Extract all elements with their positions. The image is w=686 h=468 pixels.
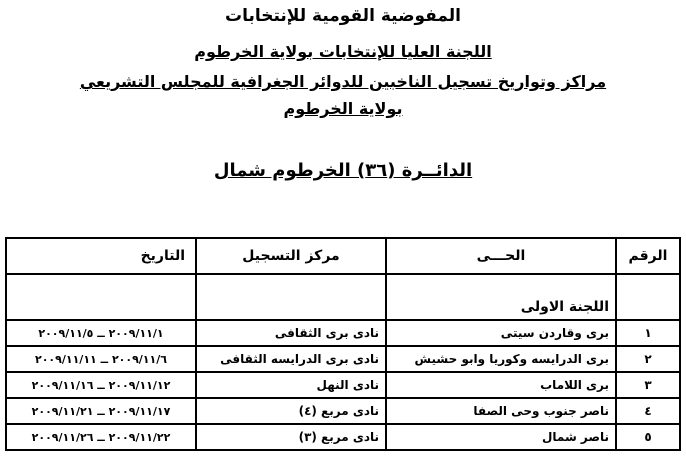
district-heading: الدائــرة (٣٦) الخرطوم شمال <box>213 160 473 181</box>
row-center: نادى مربع (٣) <box>196 424 386 450</box>
row-date: ٢٠٠٩/١١/١ ــ ٢٠٠٩/١١/٥ <box>6 320 196 346</box>
row-date: ٢٠٠٩/١١/٢٢ ــ ٢٠٠٩/١١/٢٦ <box>6 424 196 450</box>
row-neighborhood: برى اللاماب <box>386 372 616 398</box>
committee-row <box>6 274 680 320</box>
header-number: الرقم <box>616 238 680 274</box>
committee-label: اللجنة الاولى <box>386 274 616 320</box>
row-center: نادى مربع (٤) <box>196 398 386 424</box>
committee-date-cell <box>6 274 196 320</box>
row-date: ٢٠٠٩/١١/١٧ ــ ٢٠٠٩/١١/٢١ <box>6 398 196 424</box>
row-number: ٢ <box>616 346 680 372</box>
header-center: مركز التسجيل <box>196 238 386 274</box>
row-date: ٢٠٠٩/١١/١٢ ــ ٢٠٠٩/١١/١٦ <box>6 372 196 398</box>
committee-center-cell <box>196 274 386 320</box>
table-row <box>6 372 680 398</box>
committee-title: اللجنة العليا للإنتخابات بولاية الخرطوم <box>194 42 492 61</box>
row-neighborhood: برى وقاردن سيتى <box>386 320 616 346</box>
document-title: مراكز وتواريخ تسجيل الناخبين للدوائر الجغرافية للمجلس التشريعي <box>79 72 607 91</box>
row-neighborhood: ناصر جنوب وحى الصفا <box>386 398 616 424</box>
table-row <box>6 424 680 450</box>
table-row <box>6 320 680 346</box>
row-neighborhood: برى الدرايسه وكوريا وابو حشيش <box>386 346 616 372</box>
row-center: نادى برى الثقافى <box>196 320 386 346</box>
state-title: بولاية الخرطوم <box>283 99 403 118</box>
committee-number-cell <box>616 274 680 320</box>
header-neighborhood: الحـــى <box>386 238 616 274</box>
commission-title: المفوضية القومية للإنتخابات <box>225 6 461 26</box>
header-date: التاريخ <box>6 238 196 274</box>
table-row <box>6 398 680 424</box>
row-number: ١ <box>616 320 680 346</box>
row-neighborhood: ناصر شمال <box>386 424 616 450</box>
row-date: ٢٠٠٩/١١/٦ ــ ٢٠٠٩/١١/١١ <box>6 346 196 372</box>
row-center: نادى برى الدرايسه الثقافى <box>196 346 386 372</box>
row-number: ٤ <box>616 398 680 424</box>
row-center: نادى النهل <box>196 372 386 398</box>
row-number: ٣ <box>616 372 680 398</box>
row-number: ٥ <box>616 424 680 450</box>
registration-table <box>5 237 681 451</box>
table-row <box>6 346 680 372</box>
table-header-row <box>6 238 680 274</box>
